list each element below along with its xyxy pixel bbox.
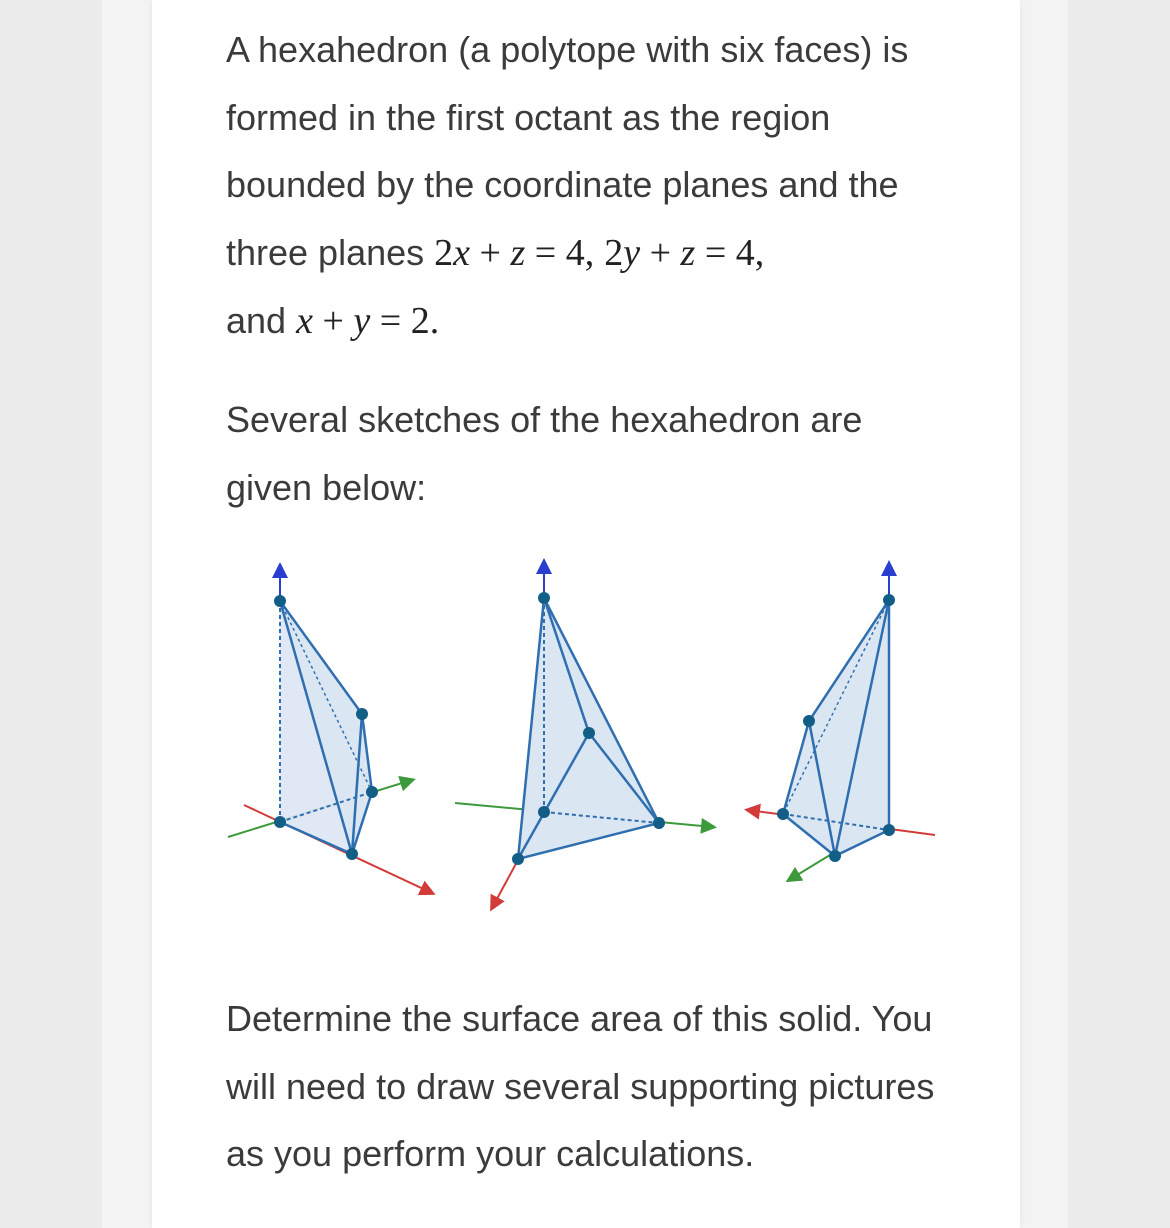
vertex: [346, 848, 358, 860]
sketch-intro: Several sketches of the hexahedron are given below:: [226, 399, 863, 508]
and-word: and: [226, 300, 287, 341]
intro-text: A hexahedron (a polytope with six faces) is formed in the first octant as the region bounded by the coordinate planes and the three planes: [226, 29, 909, 273]
vertex: [274, 595, 286, 607]
vertex: [274, 816, 286, 828]
equation-1: 2x + z = 4,: [434, 231, 595, 274]
vertex: [512, 853, 524, 865]
left-margin: [0, 0, 102, 1228]
task-statement: Determine the surface area of this solid. You will need to draw several supporting pictures as you perform your calculations.: [226, 998, 935, 1174]
vertex: [803, 715, 815, 727]
vertex: [883, 594, 895, 606]
right-margin: [1068, 0, 1170, 1228]
vertex: [538, 806, 550, 818]
sketch-view-1: [228, 566, 432, 893]
vertex: [366, 786, 378, 798]
sketch-view-2: [455, 562, 713, 908]
vertex: [538, 592, 550, 604]
vertex: [583, 727, 595, 739]
hexahedron-sketches: [220, 548, 950, 920]
vertex: [829, 850, 841, 862]
vertex: [883, 824, 895, 836]
vertex: [653, 817, 665, 829]
vertex: [777, 808, 789, 820]
equation-2: 2y + z = 4,: [604, 231, 765, 274]
sketch-view-3: [748, 564, 935, 880]
vertex: [356, 708, 368, 720]
equation-3: x + y = 2.: [296, 300, 440, 342]
problem-statement: [226, 16, 956, 356]
